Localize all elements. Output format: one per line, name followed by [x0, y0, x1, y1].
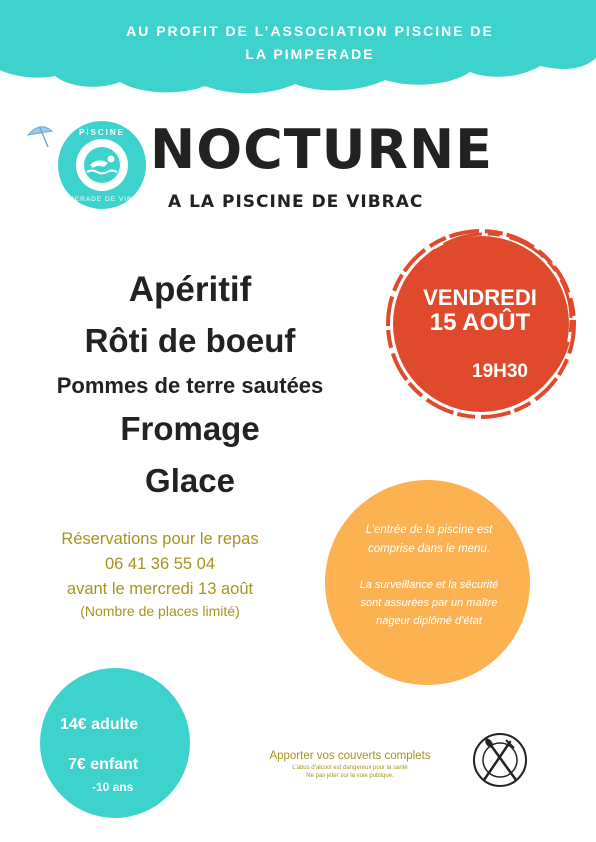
- couverts-note: Apporter vos couverts complets: [269, 750, 431, 762]
- menu-item-fromage: Fromage: [120, 410, 260, 447]
- header-banner: [60, 20, 560, 66]
- price-adult: 14€ adulte: [60, 716, 139, 733]
- info-line-1: L’entrée de la piscine est: [365, 524, 493, 536]
- page-subtitle: A LA PISCINE DE VIBRAC: [168, 192, 424, 212]
- plate-cutlery-icon: [470, 730, 530, 790]
- date-time: 19H30: [472, 361, 528, 382]
- info-line-3: La surveillance et la sécurité: [359, 579, 499, 591]
- info-line-4: sont assurées par un maître: [360, 597, 498, 609]
- reservation-phone: 06 41 36 55 04: [104, 555, 216, 573]
- header-line-1: AU PROFIT DE L’ASSOCIATION PISCINE DE: [126, 23, 494, 39]
- price-circle: [40, 668, 190, 818]
- menu-item-glace: Glace: [145, 462, 235, 499]
- info-text-entry: [338, 521, 520, 559]
- info-text-safety: [338, 576, 520, 630]
- price-child: 7€ enfant: [68, 756, 139, 773]
- logo-top-text: PISCINE: [78, 128, 126, 137]
- footer-text: [250, 750, 450, 780]
- reservation-title: Réservations pour le repas: [61, 530, 259, 548]
- alcohol-warning: L’abus d’alcool est dangereux pour la santé: [292, 765, 408, 771]
- header-line-2: LA PIMPERADE: [245, 46, 375, 62]
- menu-item-pommes: Pommes de terre sautées: [56, 373, 324, 398]
- price-child-note: -10 ans: [92, 780, 134, 794]
- logo-bottom-text: PIMPERADE DE VIBRAC: [54, 196, 150, 203]
- page-title: NOCTURNE: [150, 118, 494, 181]
- info-line-2: comprise dans le menu.: [367, 543, 491, 555]
- menu-item-roti: Rôti de boeuf: [84, 322, 296, 359]
- reservation-deadline: avant le mercredi 13 août: [66, 580, 254, 598]
- piscine-logo: [18, 115, 150, 215]
- menu-item-aperitif: Apéritif: [128, 270, 252, 309]
- litter-warning: Ne pas jeter sur la voie publique.: [306, 773, 394, 779]
- info-line-5: nageur diplômé d’état: [376, 615, 482, 627]
- date-date: 15 AOÛT: [429, 309, 531, 336]
- date-day: VENDREDI: [423, 285, 537, 310]
- umbrella-icon: [28, 127, 52, 147]
- reservation-note: (Nombre de places limité): [80, 603, 240, 619]
